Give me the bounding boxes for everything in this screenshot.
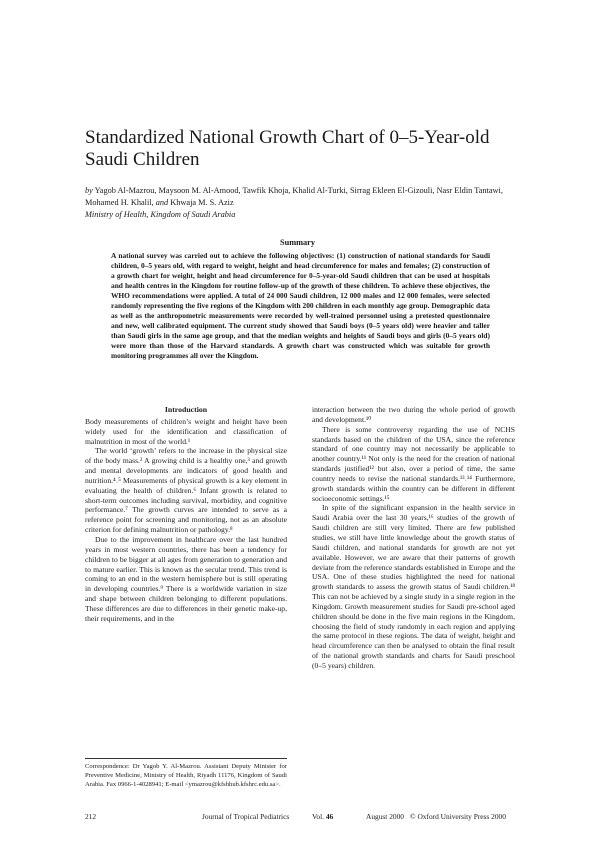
intro-paragraph: There is some controversy regarding the use of NCHS standards based on the children of the USA, since the reference standard of one country may not necessarily be applicable to another country.¹¹ Not only is the need for the creation of national standards justified¹² but also, over a period of time, the same country needs to revise the national standards.¹³˒¹⁴ Furthermore, growth standards within the country can be different in different socioeconomic settings.¹⁵ (312, 424, 515, 503)
intro-paragraph: In spite of the significant expansion in the health service in Saudi Arabia over the last 30 years,¹⁶ studies of the growth of Saudi children are still very limited. There are few published studies, we still have little knowledge about the growth status of Saudi children, and national standards for growth are not yet available. However, we are aware that their patterns of growth deviate from the reference standards established in Europe and the USA. One of these studies highlighted the need for national growth standards to assess the growth status of Saudi children.¹⁸ This can not be achieved by a single study in a single region in the Kingdom. Growth measurement studies for Saudi pre-school aged children should be done in the five main regions in the Kingdom, choosing the field of study randomly in each region and applying the same protocol in these regions. The data of weight, height and head circumference can then be analysed to obtain the final result of the national growth standards and charts for Saudi preschool (0–5 years) children. (312, 503, 515, 670)
and-label: and (155, 198, 169, 207)
author-block (85, 185, 525, 221)
issue-date: August 2000 (366, 812, 404, 821)
author-last: Khwaja M. S. Aziz (170, 198, 234, 207)
summary-body: A national survey was carried out to achieve the following objectives: (1) construction of national standards for Saudi children, 0–5 years old, with regard to weight, height and head circumference for males and females; (2) construction of a growth chart for weight, height and head circumference for 0–5-year-old Saudi children that can be used at hospitals and health centres in the Kingdom for routine follow-up of the growth of these children. To achieve these objectives, the WHO recommendations were applied. A total of 24 000 Saudi children, 12 000 males and 12 000 females, were selected randomly representing the five regions of the Kingdom with 200 children in each monthly age group. Demographic data as well as the anthropometric measurements were recorded by well-trained personnel using a pretested questionnaire and new, well calibrated equipment. The current study showed that Saudi boys (0–5 years old) were heavier and taller than Saudi girls in the same age group, and that the median weights and heights of Saudi boys and girls (0–5 years old) were more than those of the Harvard standards. A growth chart was constructed which was suitable for growth monitoring programmes all over the Kingdom. (111, 251, 490, 360)
intro-paragraph: Due to the improvement in healthcare over the last hundred years in most western countries, there has been a tendency for children to be bigger at all ages from generation to generation and to mature earlier. This is known as the secular trend. This trend is coming to an end in the western hemisphere but is still operating in developing countries.⁹ There is a worldwide variation in size and shape between children belonging to different populations. These differences are due to differences in their genetic make-up, their requirements, and in the (85, 534, 287, 623)
article-title: Standardized National Growth Chart of 0–5-Year-old Saudi Children (85, 127, 490, 170)
affiliation: Ministry of Health, Kingdom of Saudi Arabia (85, 210, 236, 219)
author-names: Yagob Al-Mazrou, Maysoon M. Al-Amood, Tawfik Khoja, Khalid Al-Turki, Sirrag Ekleen El-Gizouli, Nasr Eldin Tantawi, Mohamed H. Khalil, (85, 186, 503, 207)
intro-paragraph: The world ‘growth’ refers to the increase in the physical size of the body mass.² A growing child is a healthy one,³ and growth and mental developments are indicators of good health and nutrition.⁴˒⁵ Measurements of physical growth is a key element in evaluating the health of children.⁶ Infant growth is related to short-term outcomes including survival, morbidity, and cognitive performance.⁷ The growth curves are intended to serve as a reference point for screening and monitoring, not as an absolute criterion for defining malnutrition or pathology.⁸ (85, 446, 287, 535)
copyright: © Oxford University Press 2000 (410, 812, 506, 821)
correspondence-footnote: Correspondence: Dr Yagob Y. Al-Mazrou. Assistant Deputy Minister for Preventive Medicine, Ministry of Health, Riyadh 11176, Kingdom of Saudi Arabia. Fax 0966-1-4028941; E-mail <ymazrou@kfshhub.kfshrc.edu.sa>. (85, 763, 287, 788)
summary-heading: Summary (279, 238, 316, 247)
page-number: 212 (85, 812, 97, 821)
intro-paragraph: Body measurements of children’s weight and height have been widely used for the identification and classification of malnutrition in most of the world.¹ (85, 416, 287, 446)
volume (312, 812, 333, 821)
right-column (312, 405, 515, 671)
volume-label: Vol. (312, 812, 324, 821)
intro-paragraph: interaction between the two during the whole period of growth and development.¹⁰ (312, 405, 515, 424)
journal-name: Journal of Tropical Pediatrics (202, 812, 290, 821)
volume-number: 46 (325, 812, 334, 821)
introduction-heading: Introduction (164, 405, 208, 414)
footnote-divider (85, 758, 287, 759)
left-column (85, 405, 287, 624)
by-label: by (85, 186, 93, 195)
